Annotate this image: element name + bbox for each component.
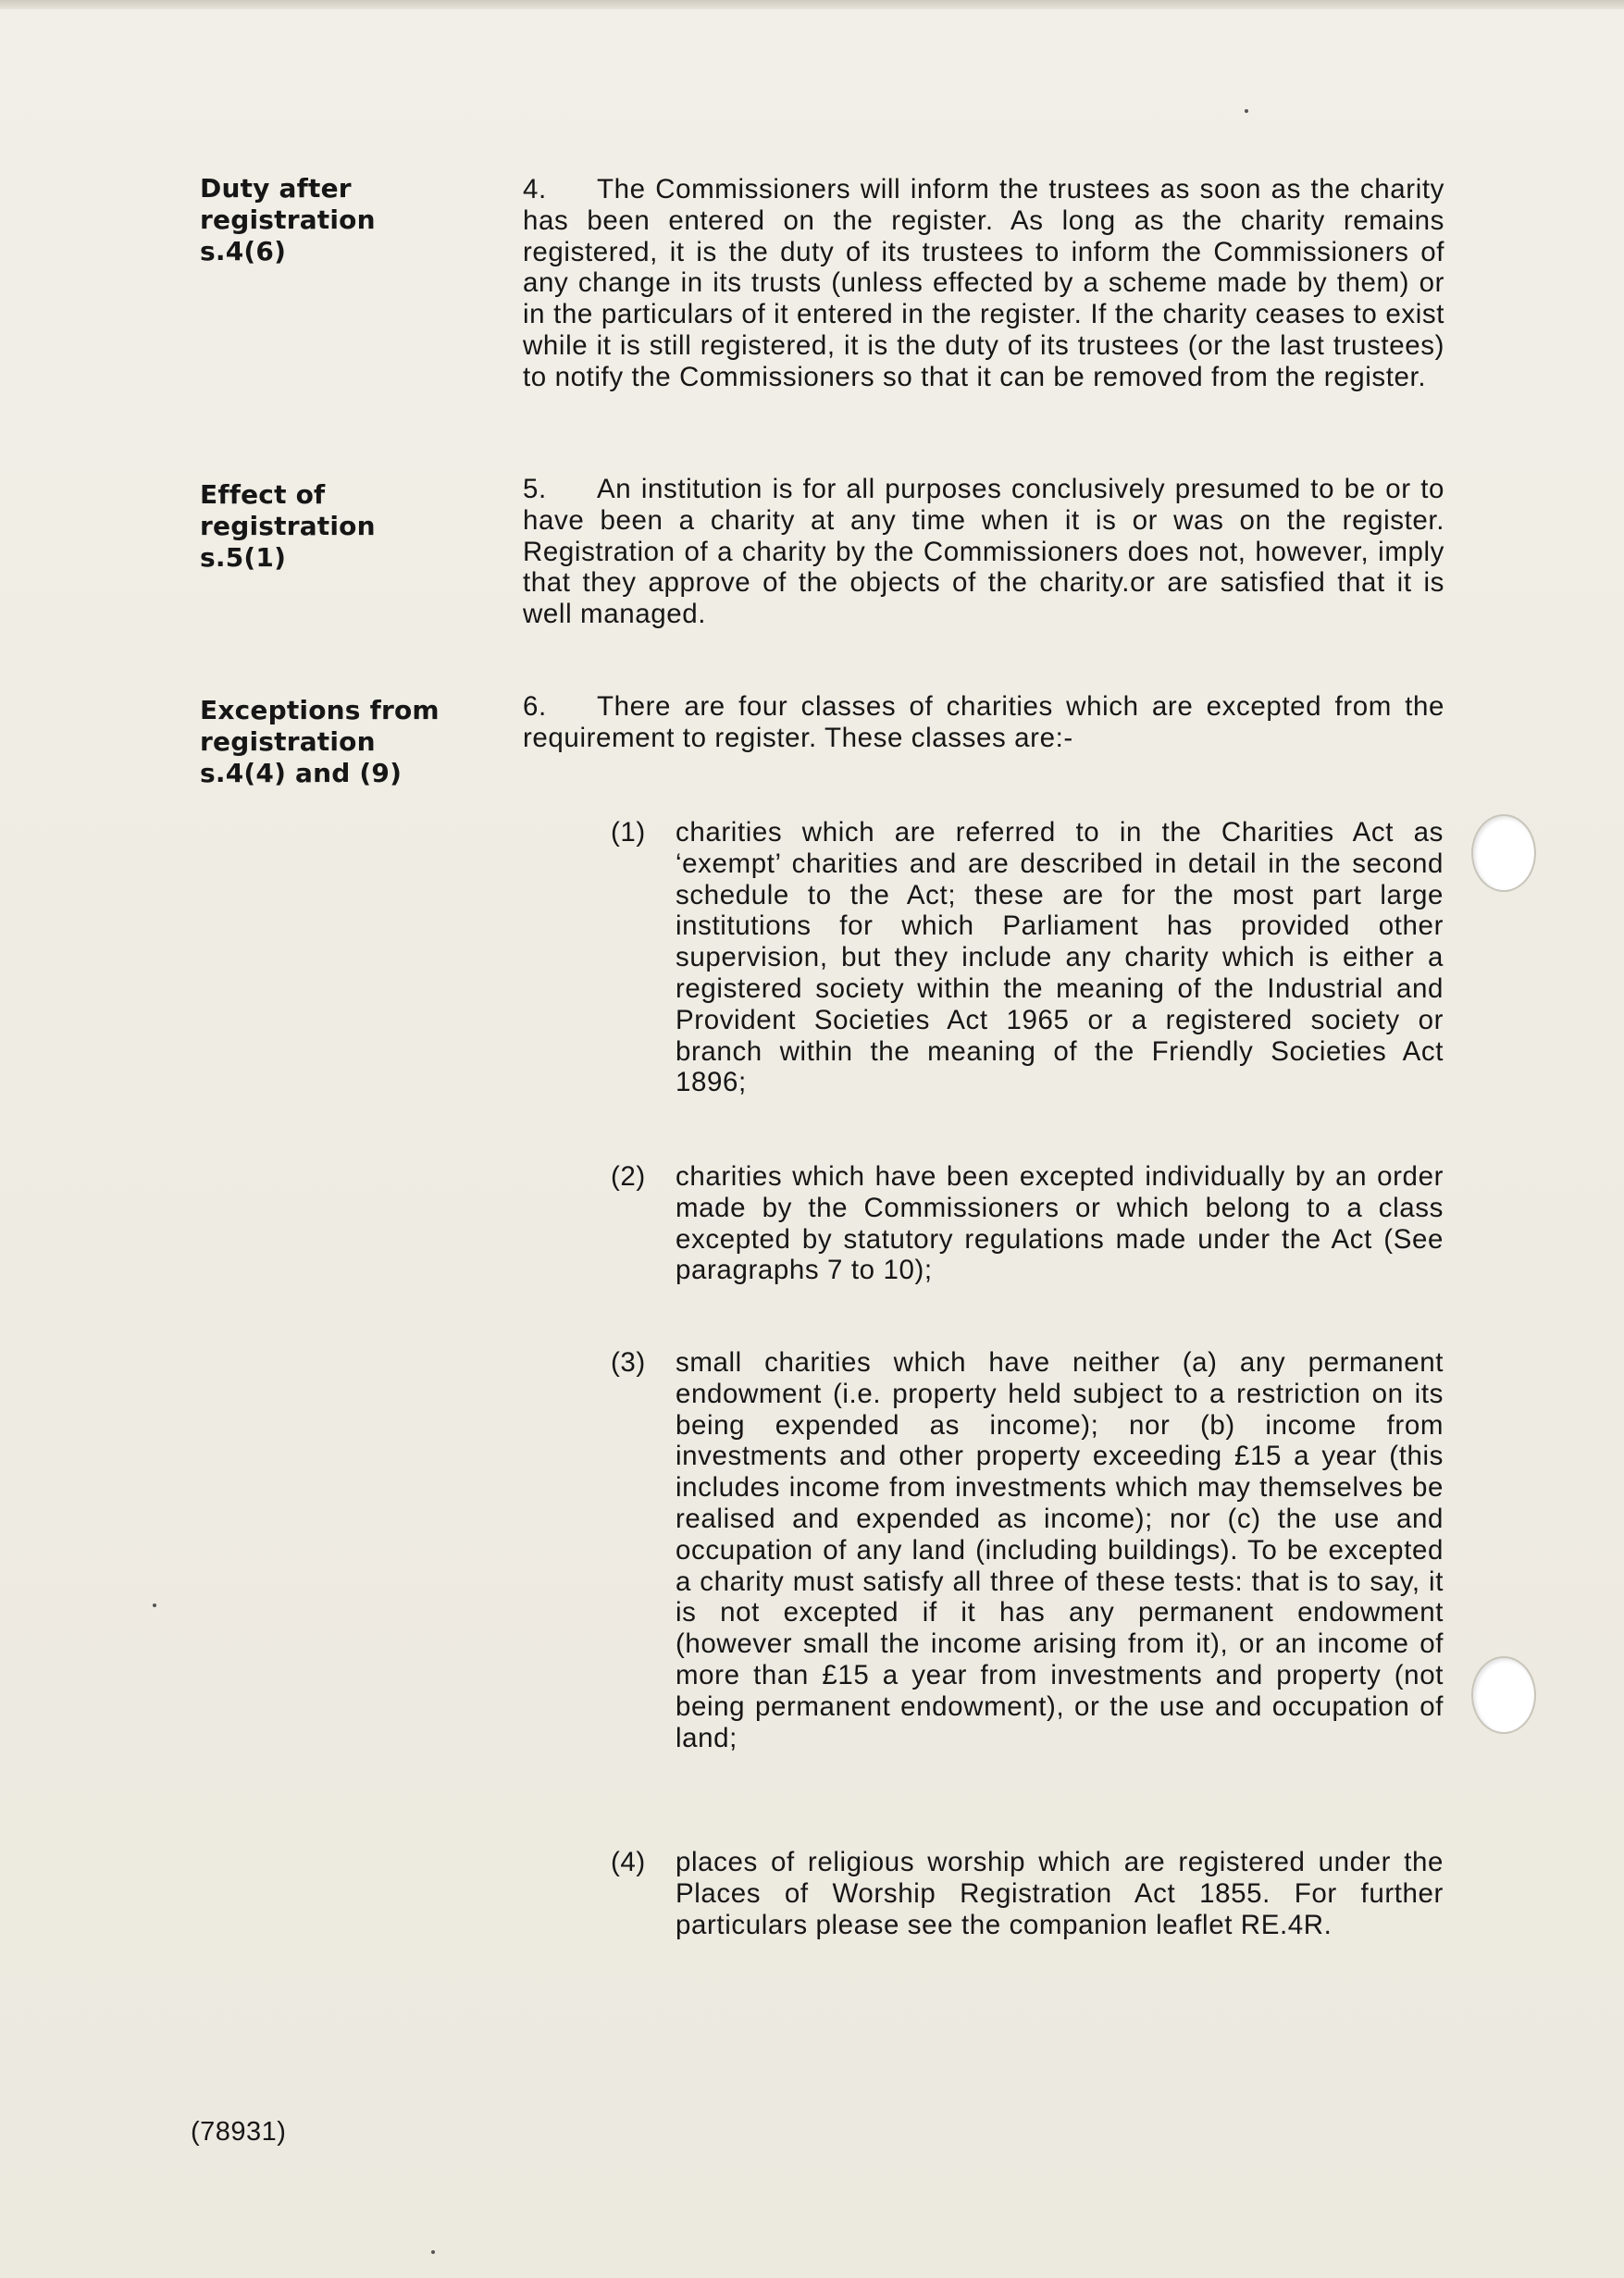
paragraph xyxy=(523,691,1444,754)
margin-note-line: s.4(6) xyxy=(200,236,287,266)
list-item-number: (2) xyxy=(611,1161,646,1192)
list-item-number: (4) xyxy=(611,1847,646,1877)
margin-note-line: Exceptions from xyxy=(200,695,440,725)
speck xyxy=(1245,109,1248,113)
margin-note-line: Effect of xyxy=(200,479,326,510)
list-item-text: places of religious worship which are registered under the Places of Worship Registration Act 1855. For further particulars please see the companion leaflet RE.4R. xyxy=(676,1847,1444,1940)
margin-note-line: s.4(4) and (9) xyxy=(200,758,403,788)
speck xyxy=(431,2250,435,2254)
paragraph xyxy=(523,474,1444,630)
paragraph-text: There are four classes of charities which are excepted from the requirement to register. These classes are:- xyxy=(523,691,1444,753)
paragraph-number: 4. xyxy=(523,174,547,204)
page-top-edge xyxy=(0,0,1624,9)
margin-note xyxy=(200,173,477,267)
paragraph-text: An institution is for all purposes conclusively presumed to be or to have been a charity at any time when it is or was on the register. Registration of a charity by the Commissioners does not, however, imply that they approve of the objects of the charity.or are satisfied that it is well managed. xyxy=(523,474,1444,630)
paragraph xyxy=(523,174,1444,393)
list-item-text: charities which have been excepted individually by an order made by the Commissioners or which belong to a class excepted by statutory regulations made under the Act (See paragraphs 7 to 10); xyxy=(676,1161,1444,1286)
margin-note xyxy=(200,695,477,789)
document-reference-number: (78931) xyxy=(191,2117,287,2147)
list-item-text: small charities which have neither (a) any permanent endowment (i.e. property held subject to a restriction on its being expended as income); nor (b) income from investments and other property exceeding £15 a year (this includes income from investments which may themselves be realised and expended as income); nor (c) the use and occupation of any land (including buildings). To be excepted a charity must satisfy all three of these tests: that is to say, it is not excepted if it has any permanent endowment (however small the income arising from it), or an income of more than £15 a year from investments and property (not being permanent endowment), or the use and occupation of land; xyxy=(676,1347,1444,1753)
paragraph-text: The Commissioners will inform the trustees as soon as the charity has been entered on the register. As long as the charity remains registered, it is the duty of its trustees to inform the Commissioners of any change in its trusts (unless effected by a scheme made by them) or in the particulars of it entered in the register. If the charity ceases to exist while it is still registered, it is the duty of its trustees (or the last trustees) to notify the Commissioners so that it can be removed from the register. xyxy=(523,174,1444,392)
list-item-text: charities which are referred to in the Charities Act as ‘exempt’ charities and are described in detail in the second schedule to the Act; these are for the most part large institutions for which Parliament has provided other supervision, but they include any charity which is either a registered society within the meaning of the Industrial and Provident Societies Act 1965 or a registered society or branch within the meaning of the Friendly Societies Act 1896; xyxy=(676,817,1444,1098)
paragraph-number: 6. xyxy=(523,691,547,722)
margin-note-line: registration xyxy=(200,204,376,235)
punch-hole xyxy=(1471,814,1536,892)
paragraph-number: 5. xyxy=(523,474,547,504)
margin-note-line: s.5(1) xyxy=(200,542,287,573)
margin-note-line: Duty after xyxy=(200,173,352,204)
margin-note-line: registration xyxy=(200,511,376,541)
list-item-number: (3) xyxy=(611,1347,646,1378)
list-item-number: (1) xyxy=(611,817,646,848)
margin-note xyxy=(200,479,477,574)
margin-note-line: registration xyxy=(200,726,376,757)
punch-hole xyxy=(1471,1656,1536,1734)
speck xyxy=(153,1603,156,1607)
